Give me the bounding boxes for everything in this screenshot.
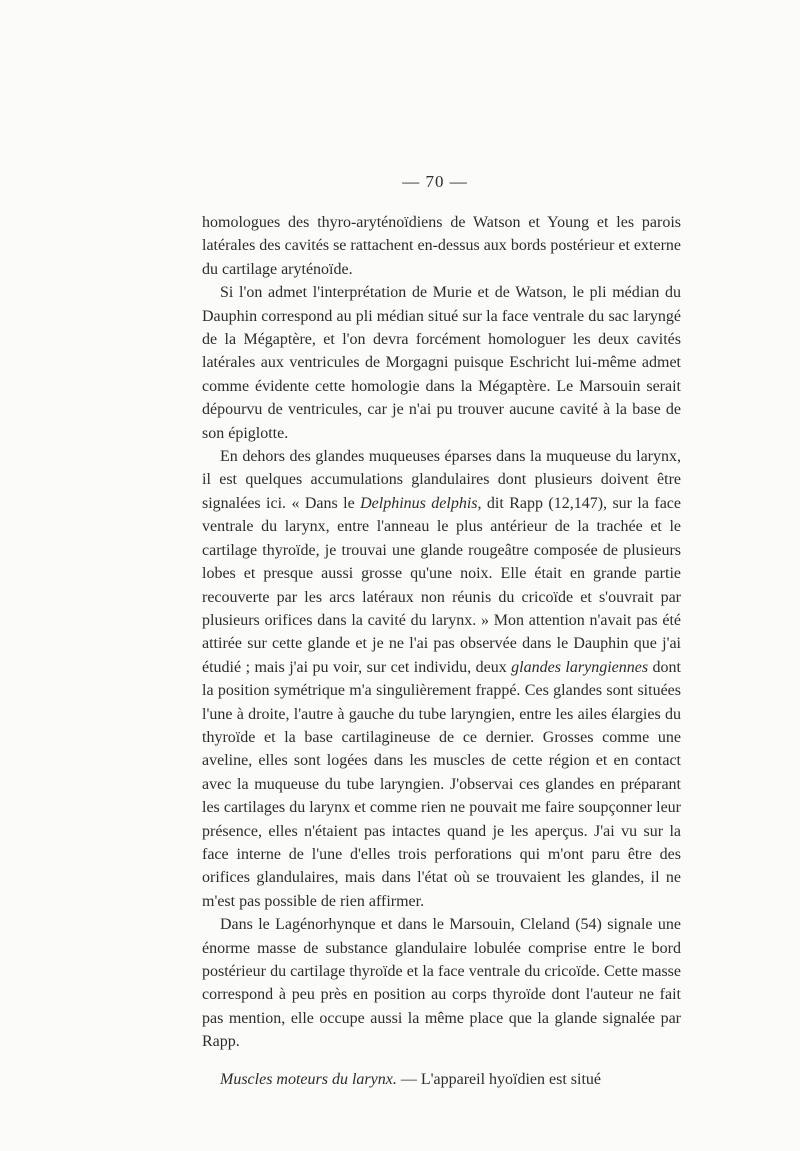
paragraph-text: , dit Rapp (12,147), sur la face ventrale du larynx, entre l'anneau le plus antérieur de la trachée et le cartilage thyroïde, je trouvai une glande rougeâtre composée de plusieurs lobes et presque aussi grosse qu'une noix. Elle était en grande partie recouverte par les arcs latéraux non réunis du cricoïde et s'ouvrait par plusieurs orifices dans la cavité du larynx. » Mon attention n'avait pas été attirée sur cette glande et je ne l'ai pas observée dans le Dauphin que j'ai étudié ; mais j'ai pu voir, sur cet individu, deux xyxy=(202,494,682,676)
paragraph-text: Dans le Lagénorhynque et dans le Marsouin, Cleland (54) signale une énorme masse de substance glandulaire lobulée comprise entre le bord postérieur du cartilage thyroïde et la face ventrale du cricoïde. Cette masse correspond à peu près en position au corps thyroïde dont l'auteur ne fait pas mention, elle occupe aussi la même place que la glande signalée par Rapp. xyxy=(202,916,681,1051)
paragraph-text: homologues des thyro-aryténoïdiens de Watson et Young et les parois latérales des cavités se rattachent en-dessus aux bords postérieur et externe du cartilage aryténoïde. xyxy=(202,214,681,278)
species-name: Delphinus delphis xyxy=(360,494,478,512)
paragraph-1 xyxy=(202,211,681,281)
page-number: — 70 — xyxy=(402,172,468,191)
emphasized-term: glandes laryngiennes xyxy=(511,658,649,676)
paragraph-text: — L'appareil hyoïdien est situé xyxy=(396,1070,602,1088)
paragraph-text: Si l'on admet l'interprétation de Murie et de Watson, le pli médian du Dauphin correspond au pli médian situé sur la face ventrale du sac laryngé de la Mégaptère, et l'on devra forcément homologuer les deux cavités latérales aux ventricules de Morgagni puisque Eschricht lui-même admet comme évidente cette homologie dans la Mégaptère. Le Marsouin serait dépourvu de ventricules, car je n'ai pu trouver aucune cavité à la base de son épiglotte. xyxy=(202,284,681,442)
paragraph-3 xyxy=(202,445,681,913)
paragraph-text: En dehors des glandes muqueuses éparses dans la muqueuse du larynx, il est quelques accumulations glandulaires dont plusieurs doivent être signalées ici. « Dans le xyxy=(202,448,681,512)
body-text xyxy=(202,211,681,1091)
paragraph-2 xyxy=(202,281,681,445)
section-heading: Muscles moteurs du larynx. xyxy=(220,1070,397,1088)
paragraph-text: dont la position symétrique m'a singulièrement frappé. Ces glandes sont situées l'une à droite, l'autre à gauche du tube laryngien, entre les ailes élargies du thyroïde et la base cartilagineuse de ce dernier. Grosses comme une aveline, elles sont logées dans les muscles de cette région et en contact avec la muqueuse du tube laryngien. J'observai ces glandes en préparant les cartilages du larynx et comme rien ne pouvait me faire soupçonner leur présence, elles n'étaient pas intactes quand je les aperçus. J'ai vu sur la face interne de l'une d'elles trois perforations qui m'ont paru être des orifices glandulaires, mais dans l'état où se trouvaient les glandes, il ne m'est pas possible de rien affirmer. xyxy=(202,658,681,910)
section-heading-paragraph xyxy=(202,1068,681,1091)
paragraph-4 xyxy=(202,913,681,1053)
